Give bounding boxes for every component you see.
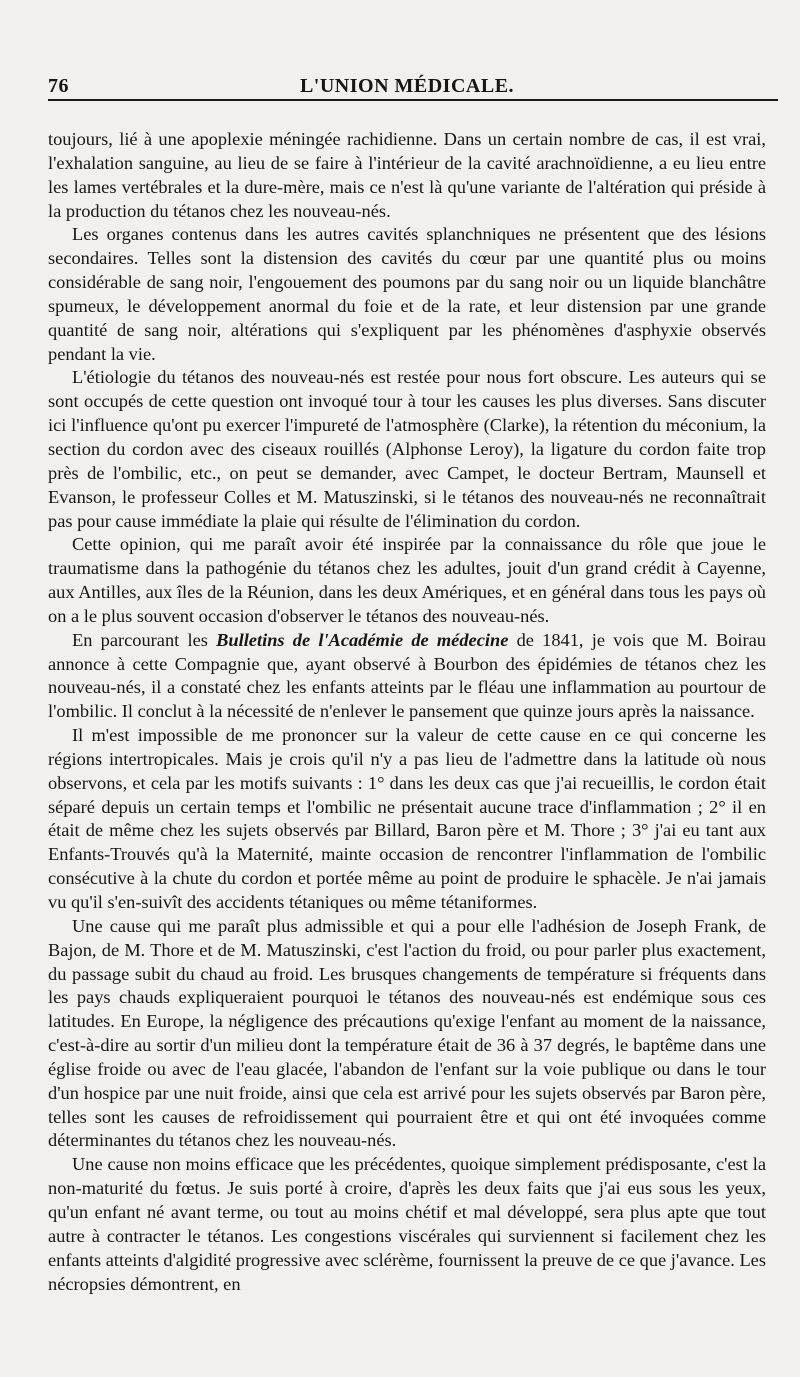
paragraph-2: Les organes contenus dans les autres cavités splanchniques ne présentent que des lésions secondaires. Telles sont la distension des cavités du cœur par une quantité plus ou moins considérable de sang noir, l'engouement des poumons par du sang noir ou un liquide blanchâtre spumeux, le développement anormal du foie et de la rate, et leur distension par une grande quantité de sang noir, altérations qui s'expliquent par les phénomènes d'asphyxie observés pendant la vie.	[48, 224, 766, 364]
page-number: 76	[48, 75, 69, 97]
paragraph-5-intro: En parcourant les	[72, 629, 217, 650]
paragraph-5	[48, 629, 766, 724]
paragraph-6: Il m'est impossible de me prononcer sur la valeur de cette cause en ce qui concerne les régions intertropicales. Mais je crois qu'il n'y a pas lieu de l'admettre dans la latitude où nous observons, et cela par les motifs suivants : 1° dans les deux cas que j'ai recueillis, le cordon était séparé depuis un certain temps et l'ombilic ne présentait aucune trace d'inflammation ; 2° il en était de même chez les sujets observés par Billard, Baron père et M. Thore ; 3° j'ai eu tant aux Enfants-Trouvés qu'à la Maternité, mainte occasion de rencontrer l'inflammation de l'ombilic consécutive à la chute du cordon et portée même au point de produire le sphacèle. Je n'ai jamais vu qu'il s'en-suivît des accidents tétaniques ou même tétaniformes.	[48, 725, 766, 912]
journal-title: L'UNION MÉDICALE.	[299, 75, 515, 97]
running-header	[48, 0, 766, 101]
paragraph-4: Cette opinion, qui me paraît avoir été inspirée par la connaissance du rôle que joue le traumatisme dans la pathogénie du tétanos chez les adultes, jouit d'un grand crédit à Cayenne, aux Antilles, aux îles de la Réunion, dans les deux Amériques, et en général dans tous les pays où on a le plus souvent occasion d'observer le tétanos des nouveau-nés.	[48, 534, 766, 626]
paragraph-5-rest: de 1841, je vois que M. Boirau annonce à cette Compagnie que, ayant observé à Bourbon des épidémies de tétanos chez les nouveau-nés, il a constaté chez les enfants atteints par le fléau une inflammation au pourtour de l'ombilic. Il conclut à la nécessité de n'enlever le pansement que quinze jours après la naissance.	[48, 629, 767, 722]
header-rule	[48, 99, 778, 101]
paragraph-1: toujours, lié à une apoplexie méningée rachidienne. Dans un certain nombre de cas, il est vrai, l'exhalation sanguine, au lieu de se faire à l'intérieur de la cavité arachnoïdienne, a eu lieu entre les lames vertébrales et la dure-mère, mais ce n'est là qu'une variante de l'altération qui préside à la production du tétanos chez les nouveau-nés.	[48, 129, 766, 221]
paragraph-3: L'étiologie du tétanos des nouveau-nés est restée pour nous fort obscure. Les auteurs qui se sont occupés de cette question ont invoqué tour à tour les causes les plus diverses. Sans discuter ici l'influence qu'ont pu exercer l'impureté de l'atmosphère (Clarke), la rétention du méconium, la section du cordon avec des ciseaux rouillés (Alphonse Leroy), la ligature du cordon faite trop près de l'ombilic, etc., on peut se demander, avec Campet, le docteur Bertram, Maunsell et Evanson, le professeur Colles et M. Matuszinski, si le tétanos des nouveau-nés ne reconnaîtrait pas pour cause immédiate la plaie qui résulte de l'élimination du cordon.	[48, 367, 766, 531]
article-body	[48, 128, 766, 1296]
bulletins-title: Bulletins de l'Académie de médecine	[216, 629, 509, 650]
paragraph-7: Une cause qui me paraît plus admissible et qui a pour elle l'adhésion de Joseph Frank, de Bajon, de M. Thore et de M. Matuszinski, c'est l'action du froid, ou pour parler plus exactement, du passage subit du chaud au froid. Les brusques changements de température si fréquents dans les pays chauds expliqueraient pourquoi le tétanos des nouveau-nés est endémique sous ces latitudes. En Europe, la négligence des précautions qu'exige l'enfant au moment de la naissance, c'est-à-dire au sortir d'un milieu dont la température était de 36 à 37 degrés, le baptême dans une église froide ou avec de l'eau glacée, l'abandon de l'enfant sur la voie publique ou dans le tour d'un hospice par une nuit froide, ainsi que cela est arrivé pour les sujets observés par Baron père, telles sont les causes de refroidissement qui pourraient être et qui ont été invoquées comme déterminantes du tétanos chez les nouveau-nés.	[48, 915, 766, 1151]
paragraph-8: Une cause non moins efficace que les précédentes, quoique simplement prédisposante, c'est la non-maturité du fœtus. Je suis porté à croire, d'après les deux faits que j'ai eus sous les yeux, qu'un enfant né avant terme, ou tout au moins chétif et mal développé, sera plus apte que tout autre à contracter le tétanos. Les congestions viscérales qui surviennent si facilement chez les enfants atteints d'algidité progressive avec sclérème, fournissent la preuve de ce que j'avance. Les nécropsies démontrent, en	[48, 1154, 766, 1294]
